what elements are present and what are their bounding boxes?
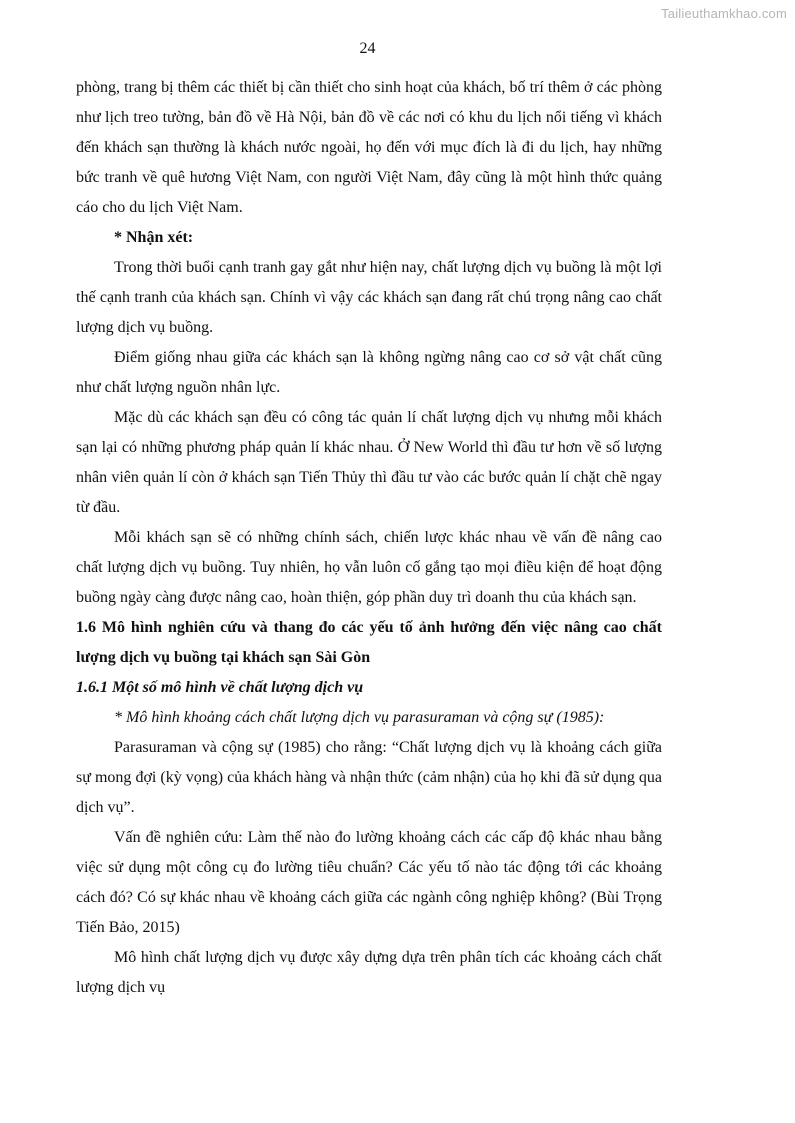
section-heading-1-6: 1.6 Mô hình nghiên cứu và thang đo các yếu tố ảnh hưởng đến việc nâng cao chất lượng dịch vụ buồng tại khách sạn Sài Gòn bbox=[76, 619, 662, 666]
document-body bbox=[76, 73, 662, 1003]
paragraph-competition: Trong thời buổi cạnh tranh gay gắt như hiện nay, chất lượng dịch vụ buồng là một lợi thế cạnh tranh của khách sạn. Chính vì vậy các khách sạn đang rất chú trọng nâng cao chất lượng dịch vụ buồng. bbox=[76, 259, 662, 336]
remark-heading: * Nhận xét: bbox=[114, 229, 194, 246]
section-heading-1-6-1: 1.6.1 Một số mô hình về chất lượng dịch vụ bbox=[76, 679, 364, 696]
paragraph-similarity: Điểm giống nhau giữa các khách sạn là không ngừng nâng cao cơ sở vật chất cũng như chất lượng nguồn nhân lực. bbox=[76, 349, 662, 396]
paragraph-room-equipment: phòng, trang bị thêm các thiết bị cần thiết cho sinh hoạt của khách, bố trí thêm ở các phòng như lịch treo tường, bản đồ về Hà Nội, bản đồ về các nơi có khu du lịch nổi tiếng vì khách đến khách sạn thường là khách nước ngoài, họ đến với mục đích là đi du lịch, hay những bức tranh về quê hương Việt Nam, con người Việt Nam, đây cũng là một hình thức quảng cáo cho du lịch Việt Nam. bbox=[76, 79, 662, 216]
paragraph-research-question: Vấn đề nghiên cứu: Làm thế nào đo lường khoảng cách các cấp độ khác nhau bằng việc sử dụng một công cụ đo lường tiêu chuẩn? Các yếu tố nào tác động tới các khoảng cách đó? Có sự khác nhau về khoảng cách giữa các ngành công nghiệp không? (Bùi Trọng Tiến Bảo, 2015) bbox=[76, 829, 662, 936]
paragraph-parasuraman: Parasuraman và cộng sự (1985) cho rằng: “Chất lượng dịch vụ là khoảng cách giữa sự mong đợi (kỳ vọng) của khách hàng và nhận thức (cảm nhận) của họ khi đã sử dụng qua dịch vụ”. bbox=[76, 739, 662, 816]
paragraph-strategy: Mỗi khách sạn sẽ có những chính sách, chiến lược khác nhau về vấn đề nâng cao chất lượng dịch vụ buồng. Tuy nhiên, họ vẫn luôn cố gắng tạo mọi điều kiện để hoạt động buồng ngày càng được nâng cao, hoàn thiện, góp phần duy trì doanh thu của khách sạn. bbox=[76, 529, 662, 606]
watermark-text: Tailieuthamkhao.com bbox=[661, 6, 787, 21]
page-number: 24 bbox=[359, 40, 376, 57]
model-title: * Mô hình khoảng cách chất lượng dịch vụ parasuraman và cộng sự (1985): bbox=[114, 709, 605, 726]
paragraph-model-gap: Mô hình chất lượng dịch vụ được xây dựng dựa trên phân tích các khoảng cách chất lượng dịch vụ bbox=[76, 949, 662, 996]
paragraph-management: Mặc dù các khách sạn đều có công tác quản lí chất lượng dịch vụ nhưng mỗi khách sạn lại có những phương pháp quản lí khác nhau. Ở New World thì đầu tư hơn về số lượng nhân viên quản lí còn ở khách sạn Tiến Thủy thì đầu tư vào các bước quản lí chặt chẽ ngay từ đầu. bbox=[76, 409, 662, 516]
